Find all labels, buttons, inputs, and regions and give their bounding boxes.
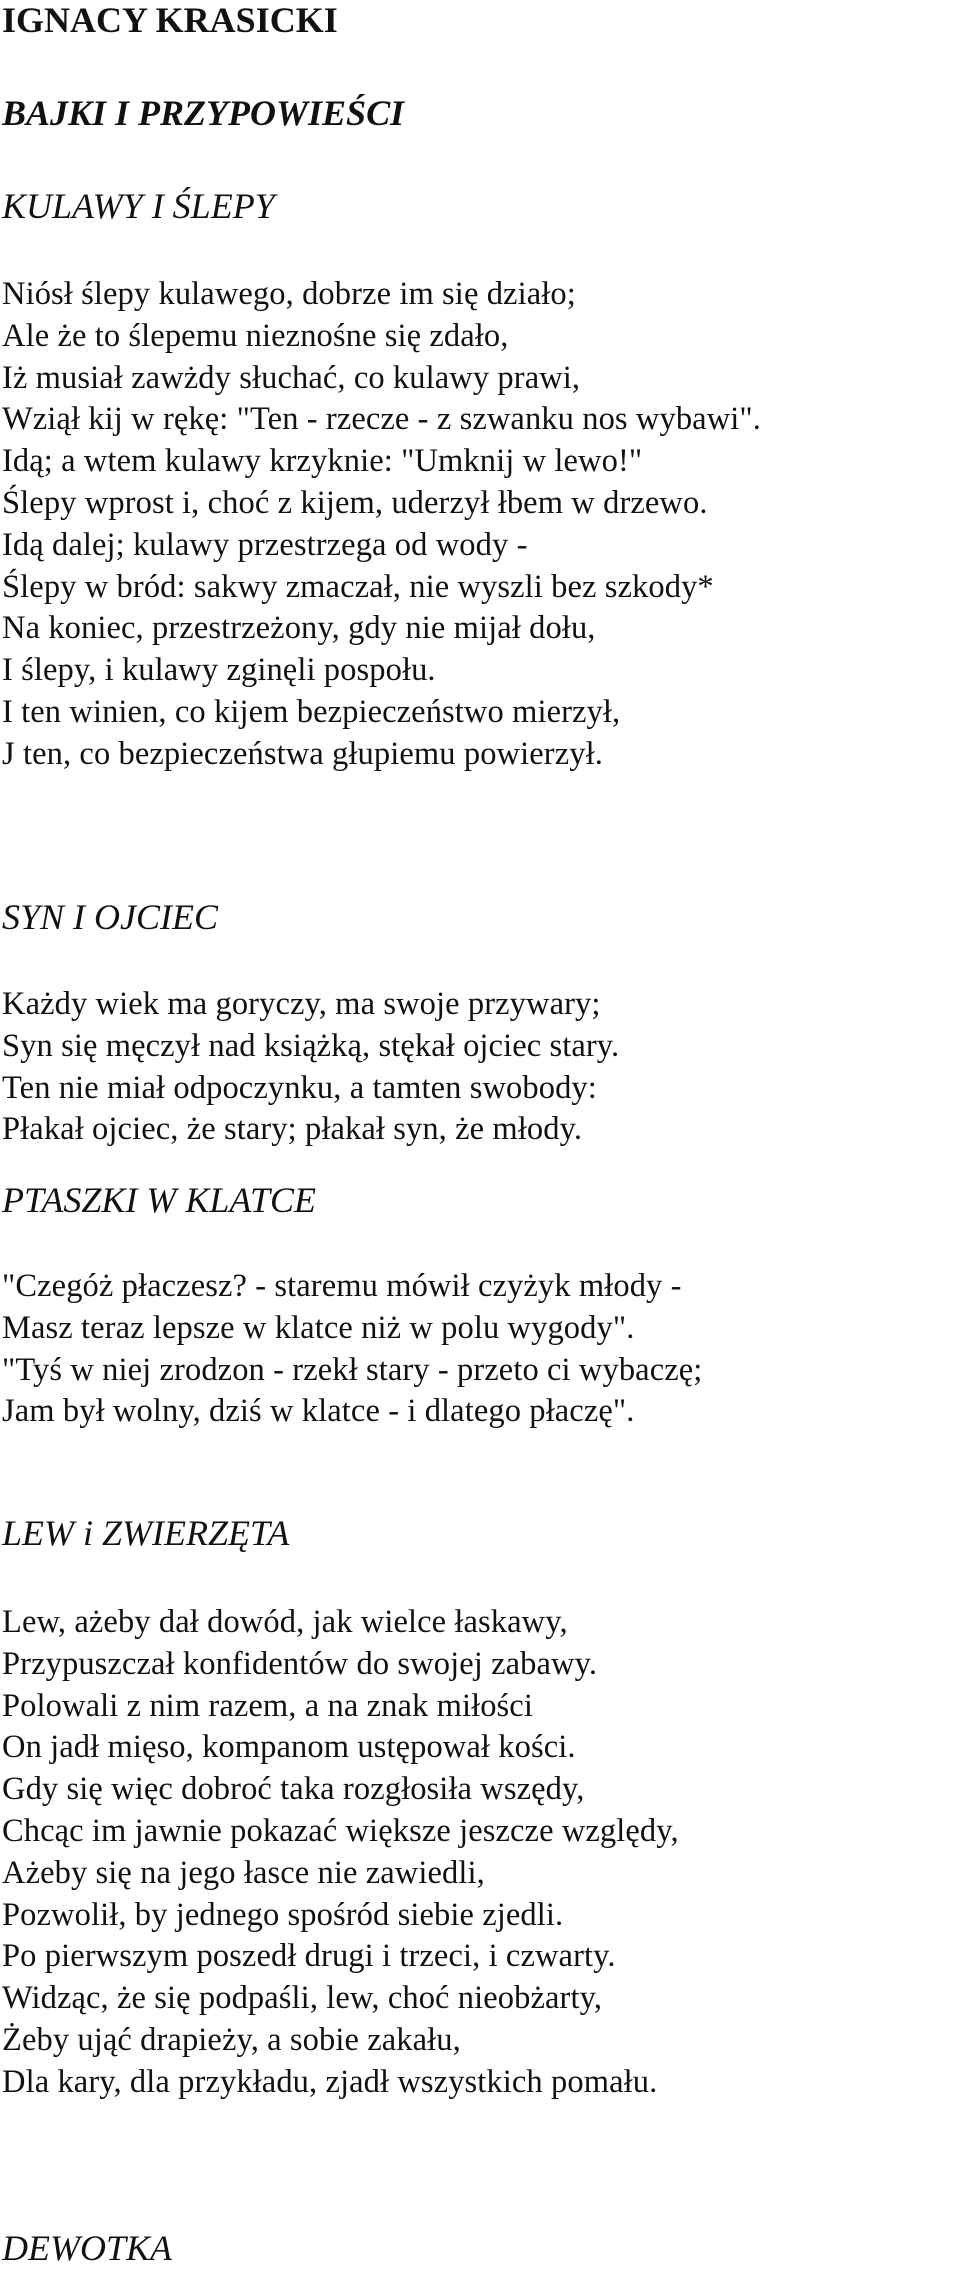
verse-line: I ten winien, co kijem bezpieczeństwo mierzył, (2, 693, 621, 730)
verse-line: Przypuszczał konfidentów do swojej zabawy. (2, 1645, 598, 1682)
verse-line: Dla kary, dla przykładu, zjadł wszystkich pomału. (2, 2063, 658, 2100)
verse-line: I ślepy, i kulawy zginęli pospołu. (2, 652, 436, 689)
verse-line: J ten, co bezpieczeństwa głupiemu powierzył. (2, 735, 603, 772)
verse-line: Ślepy wprost i, choć z kijem, uderzył łbem w drzewo. (2, 484, 708, 521)
verse-line: Niósł ślepy kulawego, dobrze im się działo; (2, 276, 576, 312)
verse-line: Na koniec, przestrzeżony, gdy nie mijał dołu, (2, 610, 596, 647)
verse-line: Żeby ująć drapieży, a sobie zakału, (2, 2021, 461, 2058)
verse-line: On jadł mięso, kompanom ustępował kości. (2, 1729, 576, 1766)
verse-line: Jam był wolny, dziś w klatce - i dlatego płaczę". (2, 1393, 635, 1430)
verse-line: Wziął kij w rękę: "Ten - rzecze - z szwanku nos wybawi". (2, 401, 761, 438)
verse-line: Syn się męczył nad książką, stękał ojciec stary. (2, 1027, 620, 1064)
verse-line: Ślepy w bród: sakwy zmaczał, nie wyszli bez szkody* (2, 568, 714, 605)
verse-line: Płakał ojciec, że stary; płakał syn, że młody. (2, 1111, 583, 1148)
fable-title-dewotka: DEWOTKA (2, 2228, 172, 2268)
verse-line: Iż musiał zawżdy słuchać, co kulawy prawi, (2, 359, 581, 396)
verse-line: Ażeby się na jego łasce nie zawiedli, (2, 1854, 485, 1891)
verse-line: Idą; a wtem kulawy krzyknie: "Umknij w lewo!" (2, 443, 643, 480)
verse-line: Lew, ażeby dał dowód, jak wielce łaskawy, (2, 1604, 568, 1640)
verse-line: Po pierwszym poszedł drugi i trzeci, i czwarty. (2, 1938, 616, 1975)
verse-line: "Tyś w niej zrodzon - rzekł stary - przeto ci wybaczę; (2, 1351, 703, 1388)
verse-line: Ale że to ślepemu nieznośne się zdało, (2, 317, 509, 354)
fable-title-ptaszki-w-klatce: PTASZKI W KLATCE (2, 1180, 317, 1220)
fable-title-syn-i-ojciec: SYN I OJCIEC (2, 897, 218, 937)
verse-line: Gdy się więc dobroć taka rozgłosiła wszędy, (2, 1771, 585, 1808)
fable-text-ptaszki-w-klatce (2, 1266, 702, 1433)
verse-line: Idą dalej; kulawy przestrzega od wody - (2, 526, 528, 563)
verse-line: Polowali z nim razem, a na znak miłości (2, 1687, 533, 1724)
fable-text-syn-i-ojciec (2, 984, 619, 1151)
verse-line: Pozwolił, by jednego spośród siebie zjedli. (2, 1896, 564, 1933)
verse-line: "Czegóż płaczesz? - staremu mówił czyżyk młody - (2, 1268, 682, 1304)
fable-text-lew-i-zwierzeta (2, 1602, 679, 2104)
collection-title: BAJKI I PRZYPOWIEŚCI (2, 93, 405, 133)
verse-line: Masz teraz lepsze w klatce niż w polu wygody". (2, 1309, 635, 1346)
fable-text-kulawy-i-slepy (2, 274, 761, 776)
fable-title-lew-i-zwierzeta: LEW i ZWIERZĘTA (2, 1513, 290, 1553)
verse-line: Widząc, że się podpaśli, lew, choć nieobżarty, (2, 1980, 603, 2017)
verse-line: Chcąc im jawnie pokazać większe jeszcze względy, (2, 1812, 679, 1849)
verse-line: Ten nie miał odpoczynku, a tamten swobody: (2, 1069, 597, 1106)
verse-line: Każdy wiek ma goryczy, ma swoje przywary; (2, 986, 601, 1022)
fable-title-kulawy-i-slepy: KULAWY I ŚLEPY (2, 186, 275, 226)
author-heading: IGNACY KRASICKI (2, 0, 338, 40)
